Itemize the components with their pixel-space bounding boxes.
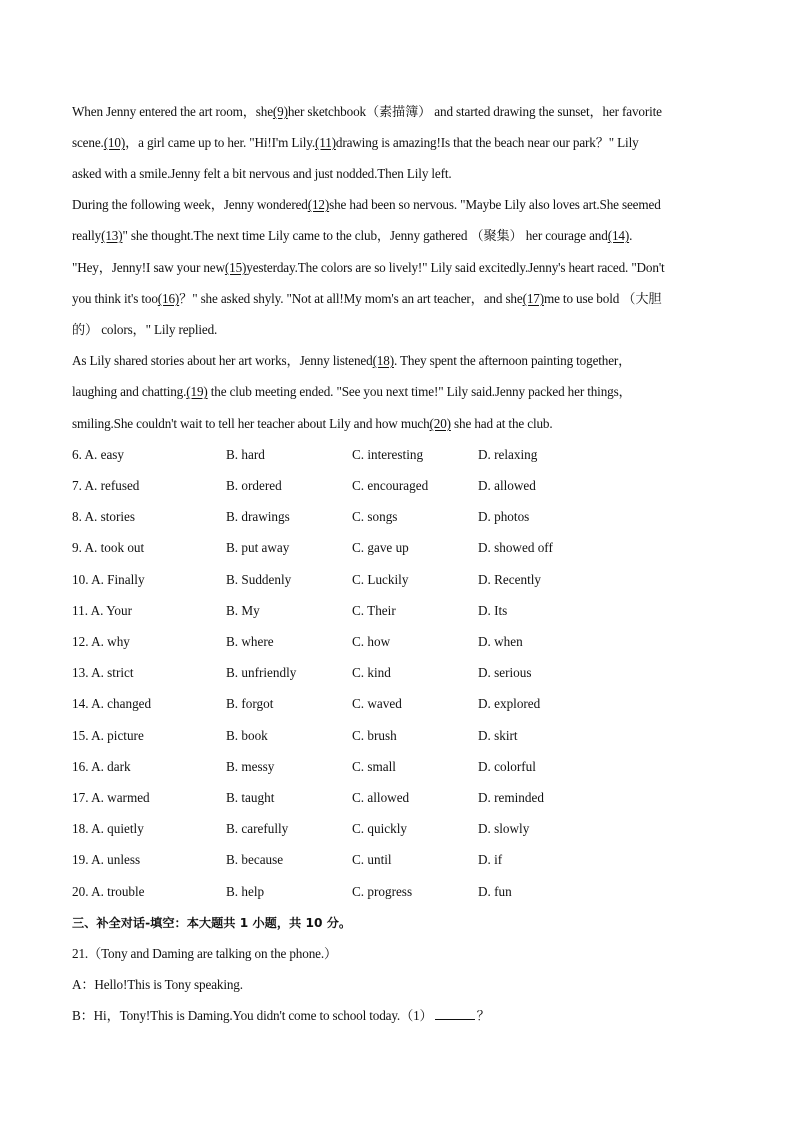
option-d[interactable]: D. allowed (478, 478, 536, 493)
option-d[interactable]: D. reminded (478, 790, 544, 805)
option-text: A. dark (91, 759, 131, 774)
blank-12: (12) (307, 197, 330, 212)
option-b[interactable]: B. help (226, 884, 265, 899)
section-heading-text: 三、补全对话-填空：本大题共 (72, 916, 240, 930)
option-c[interactable]: C. quickly (352, 821, 407, 836)
passage-text: As Lily shared stories about her art works，Jenny listened (72, 353, 373, 368)
blank-18: (18) (372, 353, 394, 368)
option-d[interactable]: D. if (478, 852, 503, 867)
question-6-options (72, 446, 732, 464)
question-21-intro: 21.（Tony and Daming are talking on the phone.） (72, 946, 338, 961)
passage-text: ，a girl came up to her. "Hi!I'm Lily. (125, 135, 316, 150)
blank-20: (20) (429, 416, 451, 431)
question-number: 9. (72, 540, 82, 555)
question-19-options (72, 851, 732, 869)
dialogue-line-b (72, 1007, 490, 1025)
blank-14: (14) (607, 228, 630, 243)
question-14-options (72, 695, 732, 713)
question-number: 8. (72, 509, 82, 524)
passage-line-5 (72, 227, 632, 245)
question-number: 18. (72, 821, 89, 836)
passage-text: me to use bold （大胆 (543, 291, 662, 306)
passage-line-6 (72, 259, 665, 277)
option-b[interactable]: B. taught (226, 790, 275, 805)
option-d[interactable]: D. fun (478, 884, 512, 899)
passage-text: When Jenny entered the art room，she (72, 104, 273, 119)
blank-10: (10) (103, 135, 126, 150)
passage-line-8 (72, 321, 217, 339)
option-c[interactable]: C. waved (352, 696, 402, 711)
question-count: 1 (239, 916, 249, 930)
question-17-options (72, 789, 732, 807)
question-number: 10. (72, 572, 89, 587)
option-text: A. why (91, 634, 130, 649)
option-b[interactable]: B. drawings (226, 509, 290, 524)
option-d[interactable]: D. showed off (478, 540, 553, 555)
option-d[interactable]: D. skirt (478, 728, 518, 743)
passage-line-4 (72, 196, 661, 214)
option-b[interactable]: B. messy (226, 759, 275, 774)
option-d[interactable]: D. explored (478, 696, 541, 711)
option-a[interactable] (72, 477, 139, 495)
passage-text: . They spent the afternoon painting together， (393, 353, 632, 368)
passage-line-11 (72, 415, 553, 433)
option-c[interactable]: C. brush (352, 728, 397, 743)
option-text: A. refused (84, 478, 140, 493)
option-d[interactable]: D. serious (478, 665, 532, 680)
option-c[interactable]: C. gave up (352, 540, 409, 555)
option-d[interactable]: D. relaxing (478, 447, 538, 462)
question-13-options (72, 664, 732, 682)
option-d[interactable]: D. photos (478, 509, 530, 524)
option-b[interactable]: B. because (226, 852, 284, 867)
question-18-options (72, 820, 732, 838)
passage-text: really (72, 228, 102, 243)
option-text: A. Your (90, 603, 132, 618)
option-a[interactable] (72, 508, 135, 526)
passage-text: smiling.She couldn't wait to tell her teacher about Lily and how much (72, 416, 430, 431)
dialogue-line-a: A：Hello!This is Tony speaking. (72, 977, 243, 992)
blank-9: (9) (272, 104, 288, 119)
passage-line-2 (72, 134, 639, 152)
passage-text: 的） colors，" Lily replied. (72, 322, 218, 337)
section-heading-text: 小题，共 (248, 916, 306, 930)
question-number: 6. (72, 447, 82, 462)
question-9-options (72, 539, 732, 557)
option-c[interactable]: C. progress (352, 884, 413, 899)
option-c[interactable]: C. allowed (352, 790, 410, 805)
passage-text: her sketchbook（素描簿） and started drawing the sunset，her favorite (287, 104, 662, 119)
blank-19: (19) (186, 384, 208, 399)
option-c[interactable]: C. small (352, 759, 396, 774)
option-text: A. stories (84, 509, 136, 524)
option-a[interactable] (72, 633, 130, 651)
question-number: 7. (72, 478, 82, 493)
question-number: 15. (72, 728, 89, 743)
option-d[interactable]: D. Recently (478, 572, 541, 587)
passage-text: . (629, 228, 633, 243)
option-b[interactable]: B. book (226, 728, 268, 743)
option-text: A. changed (91, 696, 152, 711)
passage-text: she had at the club. (450, 416, 553, 431)
answer-blank-1[interactable] (435, 1007, 475, 1020)
passage-text: ？" she asked shyly. "Not at all!My mom's an art teacher，and she (179, 291, 523, 306)
option-a[interactable] (72, 695, 151, 713)
passage-text: laughing and chatting. (72, 384, 187, 399)
question-number: 13. (72, 665, 89, 680)
option-c[interactable]: C. until (352, 852, 392, 867)
question-number: 19. (72, 852, 89, 867)
option-b[interactable]: B. unfriendly (226, 665, 297, 680)
passage-line-7 (72, 290, 661, 308)
option-a[interactable] (72, 602, 132, 620)
section-heading-text: 分。 (322, 916, 352, 930)
passage-text: During the following week，Jenny wondered (72, 197, 308, 212)
question-12-options (72, 633, 732, 651)
dialogue-text: ？ (476, 1008, 490, 1023)
option-text: A. easy (84, 447, 125, 462)
option-a[interactable] (72, 539, 144, 557)
point-count: 10 (305, 916, 323, 930)
option-text: A. Finally (91, 572, 145, 587)
option-a[interactable] (72, 727, 144, 745)
option-d[interactable]: D. when (478, 634, 523, 649)
passage-text: " she thought.The next time Lily came to the club，Jenny gathered （聚集） her courage and (122, 228, 608, 243)
option-text: A. warmed (91, 790, 150, 805)
option-text: A. took out (84, 540, 145, 555)
blank-15: (15) (224, 260, 247, 275)
option-a[interactable] (72, 446, 124, 464)
option-b[interactable]: B. My (226, 603, 260, 618)
option-c[interactable]: C. kind (352, 665, 391, 680)
option-b[interactable]: B. carefully (226, 821, 289, 836)
option-c[interactable]: C. encouraged (352, 478, 429, 493)
dialogue-text: B：Hi，Tony!This is Daming.You didn't come to school today.（1） (72, 1008, 433, 1023)
question-16-options (72, 758, 732, 776)
option-text: A. strict (91, 665, 134, 680)
passage-text: "Hey，Jenny!I saw your new (72, 260, 225, 275)
option-c[interactable]: C. Luckily (352, 572, 409, 587)
option-c[interactable]: C. how (352, 634, 391, 649)
option-b[interactable]: B. put away (226, 540, 290, 555)
blank-16: (16) (157, 291, 180, 306)
option-c[interactable]: C. songs (352, 509, 398, 524)
question-11-options (72, 602, 732, 620)
passage-line-3 (72, 165, 452, 183)
option-c[interactable]: C. Their (352, 603, 396, 618)
option-d[interactable]: D. slowly (478, 821, 530, 836)
question-15-options (72, 727, 732, 745)
question-8-options (72, 508, 732, 526)
question-number: 14. (72, 696, 89, 711)
passage-text: scene. (72, 135, 104, 150)
option-a[interactable] (72, 571, 145, 589)
option-text: A. trouble (91, 884, 145, 899)
question-number: 17. (72, 790, 89, 805)
option-b[interactable]: B. ordered (226, 478, 282, 493)
option-c[interactable]: C. interesting (352, 447, 424, 462)
section-heading (72, 914, 351, 932)
option-text: A. quietly (91, 821, 144, 836)
option-d[interactable]: D. colorful (478, 759, 536, 774)
option-b[interactable]: B. Suddenly (226, 572, 292, 587)
option-b[interactable]: B. where (226, 634, 274, 649)
blank-13: (13) (101, 228, 123, 243)
question-number: 20. (72, 884, 89, 899)
question-number: 11. (72, 603, 88, 618)
passage-text: the club meeting ended. "See you next time!" Lily said.Jenny packed her things， (207, 384, 632, 399)
option-b[interactable]: B. forgot (226, 696, 274, 711)
option-text: A. picture (91, 728, 144, 743)
passage-text: yesterday.The colors are so lively!" Lily said excitedly.Jenny's heart raced. "Don't (246, 260, 665, 275)
option-d[interactable]: D. Its (478, 603, 508, 618)
option-text: A. unless (91, 852, 141, 867)
option-a[interactable] (72, 789, 150, 807)
passage-line-10 (72, 383, 632, 401)
question-10-options (72, 571, 732, 589)
option-a[interactable] (72, 883, 145, 901)
passage-text: drawing is amazing!Is that the beach near our park？" Lily (335, 135, 639, 150)
passage-text: she had been so nervous. "Maybe Lily also loves art.She seemed (329, 197, 661, 212)
passage-text: you think it's too (72, 291, 158, 306)
option-a[interactable] (72, 664, 134, 682)
blank-17: (17) (522, 291, 544, 306)
question-7-options (72, 477, 732, 495)
passage-line-9 (72, 352, 631, 370)
option-b[interactable]: B. hard (226, 447, 265, 462)
passage-line-1 (72, 103, 662, 121)
passage-text: asked with a smile.Jenny felt a bit nervous and just nodded.Then Lily left. (72, 166, 452, 181)
blank-11: (11) (315, 135, 336, 150)
option-a[interactable] (72, 820, 144, 838)
option-a[interactable] (72, 851, 140, 869)
question-20-options (72, 883, 732, 901)
question-number: 16. (72, 759, 89, 774)
question-number: 12. (72, 634, 89, 649)
option-a[interactable] (72, 758, 131, 776)
